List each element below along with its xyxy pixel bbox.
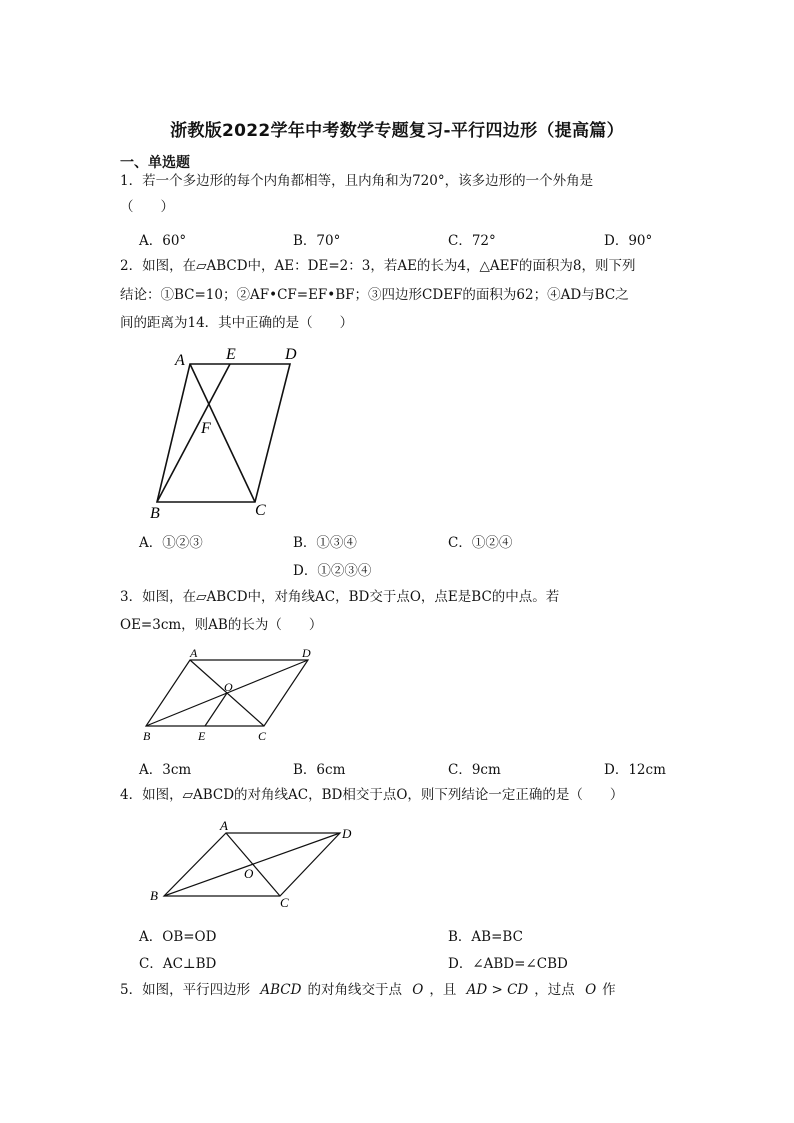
q3-text-line1: 3．如图，在▱ABCD中，对角线AC，BD交于点O，点E是BC的中点。若 [120,589,560,605]
q4-label-b: B [150,888,158,903]
q2-line-ac [190,364,255,502]
q2-option-d: D．①②③④ [293,563,372,579]
q5-mid3: ，过点 [534,982,575,998]
q4-option-a: A．OB=OD [139,929,217,945]
q5-math-abcd: ABCD [260,982,302,998]
q3-label-c: C [258,729,267,743]
q3-label-d: D [302,646,311,660]
q3-option-b: B．6cm [293,762,346,778]
q1-option-c: C．72° [448,233,496,249]
q2-text-line3: 间的距离为14．其中正确的是（ ） [120,315,354,331]
q4-line-bd [164,833,340,896]
q2-option-c: C．①②④ [448,535,513,551]
q4-label-o: O [244,866,254,881]
q5-text-line [120,981,616,999]
q2-label-e: E [226,346,236,363]
q2-label-a: A [175,352,185,369]
q3-option-c: C．9cm [448,762,501,778]
q1-text-line2: （ ） [120,199,174,215]
q4-figure [140,812,370,912]
q5-mid2: ，且 [429,982,457,998]
q3-option-a: A．3cm [139,762,192,778]
q2-text-line2: 结论：①BC=10；②AF•CF=EF•BF；③四边形CDEF的面积为62；④AD与BC之 [120,287,629,303]
q3-text-line2: OE=3cm，则AB的长为（ ） [120,617,323,633]
q1-option-b: B．70° [293,233,341,249]
q4-option-d: D．∠ABD=∠CBD [448,956,568,972]
section-heading: 一、单选题 [120,155,190,171]
q2-label-b: B [150,505,160,522]
q3-figure [140,640,330,748]
q2-label-f: F [201,420,211,437]
q3-option-d: D．12cm [604,762,666,778]
q2-figure [140,340,320,525]
q1-text-line1: 1．若一个多边形的每个内角都相等，且内角和为720°，该多边形的一个外角是 [120,173,594,189]
q5-math-o2: O [585,982,597,998]
q5-mid1: 的对角线交于点 [307,982,402,998]
q4-text-line: 4．如图，▱ABCD的对角线AC，BD相交于点O，则下列结论一定正确的是（ ） [120,787,624,803]
q4-label-c: C [280,895,289,910]
q4-option-c: C．AC⊥BD [139,956,217,972]
q2-label-c: C [255,502,266,519]
page-title: 浙教版2022学年中考数学专题复习-平行四边形（提高篇） [170,121,624,141]
q4-label-d: D [342,826,352,841]
q3-label-a: A [190,646,198,660]
q3-label-e: E [198,729,206,743]
q4-label-a: A [220,818,228,833]
q3-label-b: B [143,729,151,743]
q2-parallelogram [157,364,290,502]
q1-option-d: D．90° [604,233,653,249]
q5-math-o: O [412,982,424,998]
q5-suffix: 作 [602,982,616,998]
q1-option-a: A．60° [139,233,187,249]
q3-label-o: O [224,680,233,694]
q2-option-a: A．①②③ [139,535,203,551]
q4-option-b: B．AB=BC [448,929,523,945]
q2-line-eb [157,364,230,502]
q2-label-d: D [285,346,297,363]
q2-option-b: B．①③④ [293,535,357,551]
q5-math-ad-cd: AD > CD [466,982,529,998]
q2-text-line1: 2．如图，在▱ABCD中，AE：DE=2：3，若AE的长为4，△AEF的面积为8，则下列 [120,258,636,274]
q5-prefix: 5．如图，平行四边形 [120,982,251,998]
